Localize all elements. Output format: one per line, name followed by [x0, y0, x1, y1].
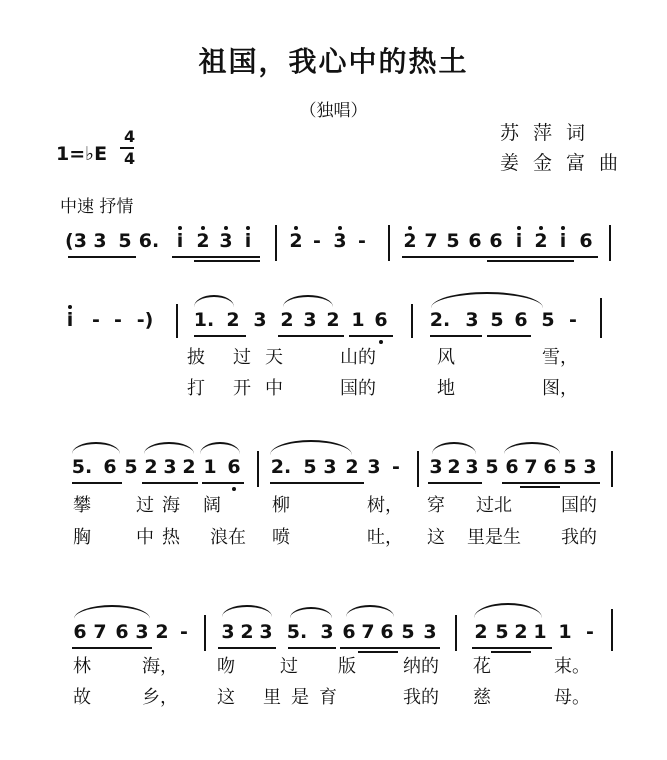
- lyric: 纳的: [403, 656, 439, 677]
- lyric: 乡，: [142, 687, 178, 708]
- note: 6: [374, 309, 388, 331]
- tie: [74, 605, 150, 619]
- underline: [402, 256, 598, 258]
- subtitle: （独唱）: [299, 101, 368, 121]
- lyric: 穿: [427, 495, 445, 516]
- lyric: 喷: [272, 527, 290, 548]
- note: i: [515, 230, 523, 252]
- lyric: 国的: [340, 378, 376, 399]
- note: 1.: [193, 309, 215, 331]
- note: 2: [403, 230, 417, 252]
- bar-line: [609, 225, 611, 261]
- note: 3: [303, 309, 317, 331]
- lyric: 里是育: [263, 687, 347, 708]
- lyric: 打: [187, 378, 205, 399]
- note: 7: [524, 456, 538, 478]
- bar-line: [611, 451, 613, 487]
- bar-line: [611, 609, 613, 651]
- lyric: 慈: [473, 687, 491, 708]
- composer-credit: 姜金富曲: [500, 152, 633, 174]
- note: 2: [345, 456, 359, 478]
- note: 3: [259, 621, 273, 643]
- bar-line: [417, 451, 419, 487]
- note: 3: [333, 230, 347, 252]
- note: 2.: [429, 309, 451, 331]
- note: -: [92, 309, 100, 331]
- note: 5: [446, 230, 460, 252]
- note: 2: [226, 309, 240, 331]
- key-signature: 1=♭E: [56, 143, 108, 165]
- note: 5: [118, 230, 132, 252]
- note: 3: [219, 230, 233, 252]
- underline: [472, 647, 552, 649]
- note: 6: [505, 456, 519, 478]
- note: 7: [93, 621, 107, 643]
- tie: [504, 442, 560, 454]
- note: 7: [424, 230, 438, 252]
- tie: [222, 605, 272, 617]
- note: 2: [240, 621, 254, 643]
- note: 5: [485, 456, 499, 478]
- note: 3: [429, 456, 443, 478]
- lyric: 这: [427, 527, 445, 548]
- lyric: 过海: [136, 495, 188, 516]
- note: 3: [221, 621, 235, 643]
- lyric: 胸: [73, 527, 91, 548]
- note: 3: [465, 456, 479, 478]
- note: 5: [124, 456, 138, 478]
- lyric: 吐，: [367, 527, 403, 548]
- note: 1: [558, 621, 572, 643]
- dot: [201, 226, 205, 230]
- note: -: [392, 456, 400, 478]
- lyric: 过天: [233, 347, 297, 368]
- underline: [194, 260, 260, 262]
- tempo-marking: 中速 抒情: [60, 197, 134, 217]
- note: 2: [447, 456, 461, 478]
- note: 2.: [270, 456, 292, 478]
- underline: [340, 647, 440, 649]
- note: -: [114, 309, 122, 331]
- note: -): [136, 309, 154, 331]
- bar-line: [275, 225, 277, 261]
- lyricist-credit: 苏萍词: [500, 122, 600, 144]
- lyric: 攀: [73, 495, 91, 516]
- song-title: 祖国，我心中的热土: [198, 45, 469, 78]
- dot: [517, 226, 521, 230]
- dot: [294, 226, 298, 230]
- tie: [194, 295, 234, 307]
- note: -: [358, 230, 366, 252]
- lyric: 风: [437, 347, 455, 368]
- lyric: 海，: [142, 656, 178, 677]
- note: 1: [533, 621, 547, 643]
- note: 1: [351, 309, 365, 331]
- lyric: 披: [187, 347, 205, 368]
- note: 2: [182, 456, 196, 478]
- note: 5: [303, 456, 317, 478]
- bar-line: [455, 615, 457, 651]
- dot: [232, 487, 236, 491]
- dot: [408, 226, 412, 230]
- lyric: 花: [473, 656, 491, 677]
- lyric: 我的: [561, 527, 597, 548]
- note: 2: [144, 456, 158, 478]
- underline: [194, 335, 246, 337]
- bar-line: [388, 225, 390, 261]
- dot: [224, 226, 228, 230]
- tie: [200, 442, 240, 454]
- lyric: 母。: [554, 687, 590, 708]
- note: 5: [541, 309, 555, 331]
- underline: [430, 335, 482, 337]
- note: 3: [423, 621, 437, 643]
- tie: [346, 605, 394, 617]
- lyric: 过北: [476, 495, 512, 516]
- note: 6: [579, 230, 593, 252]
- note: 2: [534, 230, 548, 252]
- tie: [432, 442, 476, 454]
- note: 2: [289, 230, 303, 252]
- lyric: 束。: [554, 656, 590, 677]
- note: 6: [342, 621, 356, 643]
- tie: [474, 603, 542, 618]
- note: 6: [103, 456, 117, 478]
- note: 3: [93, 230, 107, 252]
- note: 3: [323, 456, 337, 478]
- note: i: [66, 309, 74, 331]
- underline: [270, 482, 322, 484]
- note: 6: [468, 230, 482, 252]
- note: 6: [227, 456, 241, 478]
- underline: [322, 482, 364, 484]
- note: 3: [465, 309, 479, 331]
- tie: [144, 442, 194, 454]
- dot: [539, 226, 543, 230]
- dot: [338, 226, 342, 230]
- underline: [349, 335, 393, 337]
- note: (3: [65, 230, 87, 252]
- lyric: 图，: [542, 378, 578, 399]
- lyric: 雪，: [542, 347, 578, 368]
- note: 6: [115, 621, 129, 643]
- lyric: 国的: [561, 495, 597, 516]
- note: 6.: [138, 230, 160, 252]
- note: 3: [135, 621, 149, 643]
- tie: [431, 292, 543, 308]
- note: 3: [253, 309, 267, 331]
- tie: [72, 442, 120, 454]
- underline: [142, 482, 198, 484]
- lyric: 我的: [403, 687, 439, 708]
- note: 6: [489, 230, 503, 252]
- lyric: 过: [280, 656, 298, 677]
- dot: [68, 305, 72, 309]
- note: 6: [543, 456, 557, 478]
- bar-line: [411, 304, 413, 338]
- underline: [487, 260, 574, 262]
- note: -: [569, 309, 577, 331]
- lyric: 山的: [340, 347, 376, 368]
- dot: [246, 226, 250, 230]
- note: 3: [320, 621, 334, 643]
- dot: [178, 226, 182, 230]
- lyric: 阔: [203, 495, 221, 516]
- tie: [270, 440, 352, 455]
- lyric: 故: [73, 687, 91, 708]
- lyric: 浪在: [210, 527, 246, 548]
- note: 5.: [71, 456, 93, 478]
- note: 6: [514, 309, 528, 331]
- lyric: 吻: [217, 656, 235, 677]
- underline: [172, 256, 260, 258]
- time-sig-bottom: 4: [124, 149, 136, 168]
- underline: [358, 651, 398, 653]
- lyric: 柳: [272, 495, 290, 516]
- bar-line: [257, 451, 259, 487]
- note: 3: [367, 456, 381, 478]
- note: i: [176, 230, 184, 252]
- note: 2: [155, 621, 169, 643]
- note: 2: [326, 309, 340, 331]
- underline: [428, 482, 482, 484]
- underline: [487, 335, 531, 337]
- underline: [202, 482, 244, 484]
- note: -: [313, 230, 321, 252]
- note: 6: [380, 621, 394, 643]
- underline: [288, 647, 336, 649]
- note: 2: [474, 621, 488, 643]
- note: 5: [490, 309, 504, 331]
- note: 5: [563, 456, 577, 478]
- dot: [561, 226, 565, 230]
- lyric: 版: [338, 656, 356, 677]
- note: 5.: [286, 621, 308, 643]
- lyric: 林: [73, 656, 91, 677]
- note: -: [586, 621, 594, 643]
- note: 1: [203, 456, 217, 478]
- underline: [491, 651, 531, 653]
- lyric: 中热: [136, 527, 188, 548]
- tie: [290, 607, 332, 618]
- note: 2: [280, 309, 294, 331]
- note: 5: [495, 621, 509, 643]
- note: 5: [401, 621, 415, 643]
- dot: [379, 340, 383, 344]
- note: i: [244, 230, 252, 252]
- underline: [68, 256, 136, 258]
- underline: [72, 482, 122, 484]
- time-sig-top: 4: [124, 127, 136, 146]
- bar-line: [176, 304, 178, 338]
- underline: [502, 482, 600, 484]
- lyric: 里是生: [467, 527, 521, 548]
- lyric: 地: [437, 378, 455, 399]
- bar-line: [600, 298, 602, 338]
- lyric: 这: [217, 687, 235, 708]
- note: 3: [583, 456, 597, 478]
- note: 3: [163, 456, 177, 478]
- lyric: 开中: [233, 378, 297, 399]
- note: -: [180, 621, 188, 643]
- note: 6: [73, 621, 87, 643]
- underline: [218, 647, 276, 649]
- note: i: [559, 230, 567, 252]
- lyric: 树，: [367, 495, 403, 516]
- note: 7: [361, 621, 375, 643]
- underline: [72, 647, 152, 649]
- bar-line: [204, 615, 206, 651]
- underline: [520, 486, 560, 488]
- tie: [283, 295, 333, 307]
- note: 2: [196, 230, 210, 252]
- underline: [278, 335, 344, 337]
- note: 2: [514, 621, 528, 643]
